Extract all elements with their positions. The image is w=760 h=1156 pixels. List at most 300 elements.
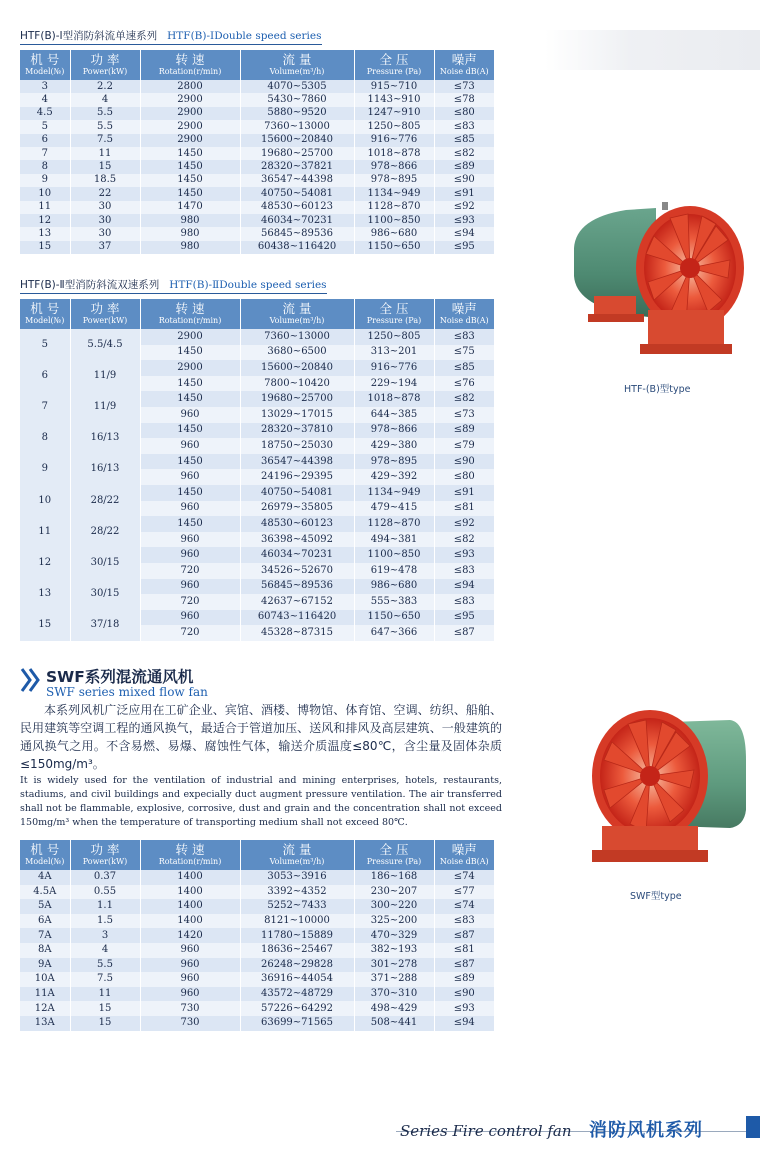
power-cell: 11/9 xyxy=(70,391,140,422)
table-row xyxy=(20,579,494,595)
rotation-cell: 1450 xyxy=(140,187,240,200)
column-header-en: Noise dB(A) xyxy=(439,66,489,76)
noise-cell: ≤87 xyxy=(434,625,494,641)
volume-cell: 3053~3916 xyxy=(240,870,354,885)
table-row xyxy=(20,80,494,93)
pressure-cell: 916~776 xyxy=(354,134,434,147)
volume-cell: 7360~13000 xyxy=(240,120,354,133)
volume-cell: 36916~44054 xyxy=(240,972,354,987)
noise-cell: ≤73 xyxy=(434,80,494,93)
volume-cell: 46034~70231 xyxy=(240,214,354,227)
power-cell: 5.5 xyxy=(70,958,140,973)
table-row xyxy=(20,174,494,187)
model-cell: 13A xyxy=(20,1016,70,1031)
swf-description-en: It is widely used for the ventilation of industrial and mining enterprises, hotels, restaurants, stadiums, and civil buildings and expecially duct augment pressure ventilation. The air transferred shall not be flammable, explosive, corrosive, dust and grain and the concentration shall not exceed 150mg/m³ when the temperature of transporting medium shall not exceed 80℃. xyxy=(20,775,502,828)
table-row xyxy=(20,360,494,376)
pressure-cell: 555~383 xyxy=(354,594,434,610)
column-header xyxy=(354,299,434,329)
model-cell: 3 xyxy=(20,80,70,93)
power-cell: 15 xyxy=(70,160,140,173)
power-cell: 0.55 xyxy=(70,885,140,900)
model-cell: 11 xyxy=(20,201,70,214)
pressure-cell: 370~310 xyxy=(354,987,434,1002)
power-cell: 7.5 xyxy=(70,134,140,147)
volume-cell: 5430~7860 xyxy=(240,93,354,106)
volume-cell: 19680~25700 xyxy=(240,147,354,160)
table-row xyxy=(20,958,494,973)
power-cell: 22 xyxy=(70,187,140,200)
column-header-en: Volume(m³/h) xyxy=(269,856,325,866)
rotation-cell: 1450 xyxy=(140,147,240,160)
column-header-cn: 全 压 xyxy=(379,842,409,858)
model-cell: 8 xyxy=(20,423,70,454)
table-row xyxy=(20,547,494,563)
noise-cell: ≤83 xyxy=(434,914,494,929)
table-row xyxy=(20,943,494,958)
rotation-cell: 1400 xyxy=(140,870,240,885)
swf-fan-image xyxy=(580,700,750,870)
table-row xyxy=(20,227,494,240)
power-cell: 30/15 xyxy=(70,547,140,578)
column-header xyxy=(20,840,70,870)
noise-cell: ≤81 xyxy=(434,943,494,958)
rotation-cell: 1400 xyxy=(140,885,240,900)
pressure-cell: 508~441 xyxy=(354,1016,434,1031)
table-row xyxy=(20,391,494,407)
column-header xyxy=(140,840,240,870)
volume-cell: 24196~29395 xyxy=(240,469,354,485)
column-header-cn: 全 压 xyxy=(379,301,409,317)
pressure-cell: 186~168 xyxy=(354,870,434,885)
rotation-cell: 2900 xyxy=(140,134,240,147)
rotation-cell: 1450 xyxy=(140,423,240,439)
column-header xyxy=(354,840,434,870)
pressure-cell: 978~866 xyxy=(354,160,434,173)
column-header-cn: 噪声 xyxy=(451,301,477,317)
column-header-cn: 噪声 xyxy=(451,52,477,68)
power-cell: 3 xyxy=(70,928,140,943)
volume-cell: 18636~25467 xyxy=(240,943,354,958)
noise-cell: ≤83 xyxy=(434,594,494,610)
power-cell: 16/13 xyxy=(70,454,140,485)
noise-cell: ≤94 xyxy=(434,227,494,240)
table-row xyxy=(20,516,494,532)
table-row xyxy=(20,201,494,214)
noise-cell: ≤77 xyxy=(434,885,494,900)
model-cell: 8A xyxy=(20,943,70,958)
model-cell: 4 xyxy=(20,93,70,106)
table-header-row xyxy=(20,840,494,870)
rotation-cell: 960 xyxy=(140,532,240,548)
column-header-en: Model(№) xyxy=(25,66,65,76)
noise-cell: ≤85 xyxy=(434,134,494,147)
power-cell: 4 xyxy=(70,943,140,958)
volume-cell: 56845~89536 xyxy=(240,579,354,595)
section2-title-en: HTF(B)-ⅡDouble speed series xyxy=(169,279,327,291)
rotation-cell: 1450 xyxy=(140,376,240,392)
table-row xyxy=(20,214,494,227)
pressure-cell: 300~220 xyxy=(354,899,434,914)
column-header-en: Model(№) xyxy=(25,856,65,866)
rotation-cell: 960 xyxy=(140,972,240,987)
chevron-right-icon xyxy=(20,667,42,693)
model-cell: 15 xyxy=(20,241,70,254)
table-header-row xyxy=(20,50,494,80)
rotation-cell: 1450 xyxy=(140,345,240,361)
column-header-cn: 机 号 xyxy=(30,301,60,317)
noise-cell: ≤76 xyxy=(434,376,494,392)
column-header-en: Noise dB(A) xyxy=(439,315,489,325)
rotation-cell: 1450 xyxy=(140,174,240,187)
pressure-cell: 978~895 xyxy=(354,174,434,187)
footer-title-cn: 消防风机系列 xyxy=(589,1120,703,1141)
noise-cell: ≤83 xyxy=(434,120,494,133)
table-row xyxy=(20,107,494,120)
rotation-cell: 2900 xyxy=(140,360,240,376)
rotation-cell: 960 xyxy=(140,407,240,423)
pressure-cell: 1128~870 xyxy=(354,201,434,214)
column-header-cn: 全 压 xyxy=(379,52,409,68)
pressure-cell: 647~366 xyxy=(354,625,434,641)
noise-cell: ≤85 xyxy=(434,360,494,376)
column-header-en: Pressure (Pa) xyxy=(366,66,422,76)
column-header-en: Volume(m³/h) xyxy=(269,315,325,325)
pressure-cell: 494~381 xyxy=(354,532,434,548)
model-cell: 5A xyxy=(20,899,70,914)
table-row xyxy=(20,187,494,200)
volume-cell: 3680~6500 xyxy=(240,345,354,361)
noise-cell: ≤94 xyxy=(434,579,494,595)
model-cell: 9A xyxy=(20,958,70,973)
column-header-en: Pressure (Pa) xyxy=(366,315,422,325)
rotation-cell: 960 xyxy=(140,501,240,517)
table-row xyxy=(20,1016,494,1031)
column-header-cn: 功 率 xyxy=(90,301,120,317)
power-cell: 5.5 xyxy=(70,107,140,120)
model-cell: 13 xyxy=(20,579,70,610)
noise-cell: ≤82 xyxy=(434,391,494,407)
table-row xyxy=(20,972,494,987)
model-cell: 7A xyxy=(20,928,70,943)
column-header xyxy=(240,299,354,329)
volume-cell: 8121~10000 xyxy=(240,914,354,929)
rotation-cell: 720 xyxy=(140,625,240,641)
power-cell: 30 xyxy=(70,214,140,227)
pressure-cell: 229~194 xyxy=(354,376,434,392)
rotation-cell: 1400 xyxy=(140,914,240,929)
table-row xyxy=(20,870,494,885)
model-cell: 7 xyxy=(20,147,70,160)
rotation-cell: 960 xyxy=(140,610,240,626)
volume-cell: 48530~60123 xyxy=(240,516,354,532)
table-row xyxy=(20,241,494,254)
noise-cell: ≤95 xyxy=(434,610,494,626)
pressure-cell: 644~385 xyxy=(354,407,434,423)
pressure-cell: 1247~910 xyxy=(354,107,434,120)
section2-title-cn: HTF(B)-Ⅱ型消防斜流双速系列 xyxy=(20,279,160,291)
noise-cell: ≤87 xyxy=(434,928,494,943)
table-row xyxy=(20,120,494,133)
pressure-cell: 1250~805 xyxy=(354,329,434,345)
pressure-cell: 619~478 xyxy=(354,563,434,579)
rotation-cell: 1420 xyxy=(140,928,240,943)
noise-cell: ≤92 xyxy=(434,516,494,532)
power-cell: 0.37 xyxy=(70,870,140,885)
table-row xyxy=(20,987,494,1002)
column-header xyxy=(20,50,70,80)
table-row xyxy=(20,899,494,914)
pressure-cell: 1150~650 xyxy=(354,610,434,626)
footer-series-text: Series Fire control fan xyxy=(400,1122,572,1140)
column-header-cn: 噪声 xyxy=(451,842,477,858)
noise-cell: ≤91 xyxy=(434,485,494,501)
noise-cell: ≤80 xyxy=(434,469,494,485)
rotation-cell: 1400 xyxy=(140,899,240,914)
volume-cell: 40750~54081 xyxy=(240,485,354,501)
model-cell: 6 xyxy=(20,360,70,391)
column-header xyxy=(70,50,140,80)
power-cell: 28/22 xyxy=(70,516,140,547)
rotation-cell: 960 xyxy=(140,438,240,454)
volume-cell: 60438~116420 xyxy=(240,241,354,254)
model-cell: 4.5A xyxy=(20,885,70,900)
pressure-cell: 325~200 xyxy=(354,914,434,929)
volume-cell: 45328~87315 xyxy=(240,625,354,641)
table-row xyxy=(20,147,494,160)
swf-description-cn: 本系列风机广泛应用在工矿企业、宾馆、酒楼、博物馆、体育馆、空调、纺织、船舶、民用建筑等空调工程的通风换气，最适合于管道加压、送风和排风及高层建筑、一般建筑的通风换气之用。不含易燃、易爆、腐蚀性气体，输送介质温度≤80℃，含尘量及固体杂质≤150mg/m³。 xyxy=(20,703,502,771)
volume-cell: 56845~89536 xyxy=(240,227,354,240)
pressure-cell: 313~201 xyxy=(354,345,434,361)
table-row xyxy=(20,1001,494,1016)
model-cell: 8 xyxy=(20,160,70,173)
volume-cell: 63699~71565 xyxy=(240,1016,354,1031)
rotation-cell: 1450 xyxy=(140,391,240,407)
htf-double-speed-table xyxy=(20,299,494,641)
power-cell: 7.5 xyxy=(70,972,140,987)
table-row xyxy=(20,93,494,106)
column-header xyxy=(434,840,494,870)
rotation-cell: 980 xyxy=(140,241,240,254)
swf-image-caption: SWF型type xyxy=(630,891,682,902)
power-cell: 30/15 xyxy=(70,579,140,610)
volume-cell: 26979~35805 xyxy=(240,501,354,517)
rotation-cell: 730 xyxy=(140,1001,240,1016)
table-row xyxy=(20,610,494,626)
pressure-cell: 1100~850 xyxy=(354,547,434,563)
volume-cell: 36398~45092 xyxy=(240,532,354,548)
volume-cell: 11780~15889 xyxy=(240,928,354,943)
model-cell: 13 xyxy=(20,227,70,240)
rotation-cell: 720 xyxy=(140,563,240,579)
rotation-cell: 960 xyxy=(140,987,240,1002)
power-cell: 18.5 xyxy=(70,174,140,187)
noise-cell: ≤75 xyxy=(434,345,494,361)
power-cell: 11 xyxy=(70,987,140,1002)
volume-cell: 18750~25030 xyxy=(240,438,354,454)
column-header-cn: 转 速 xyxy=(175,842,205,858)
column-header-en: Power(kW) xyxy=(82,315,128,325)
rotation-cell: 2900 xyxy=(140,107,240,120)
column-header-cn: 流 量 xyxy=(282,301,312,317)
column-header-en: Rotation(r/min) xyxy=(158,315,222,325)
pressure-cell: 1128~870 xyxy=(354,516,434,532)
pressure-cell: 470~329 xyxy=(354,928,434,943)
scan-shadow xyxy=(545,30,760,70)
pressure-cell: 1150~650 xyxy=(354,241,434,254)
pressure-cell: 371~288 xyxy=(354,972,434,987)
pressure-cell: 1134~949 xyxy=(354,485,434,501)
rotation-cell: 1450 xyxy=(140,160,240,173)
volume-cell: 7360~13000 xyxy=(240,329,354,345)
volume-cell: 3392~4352 xyxy=(240,885,354,900)
pressure-cell: 382~193 xyxy=(354,943,434,958)
rotation-cell: 2900 xyxy=(140,93,240,106)
volume-cell: 13029~17015 xyxy=(240,407,354,423)
noise-cell: ≤90 xyxy=(434,454,494,470)
pressure-cell: 915~710 xyxy=(354,80,434,93)
section1-title xyxy=(20,28,322,45)
column-header xyxy=(354,50,434,80)
pressure-cell: 1250~805 xyxy=(354,120,434,133)
table-row xyxy=(20,134,494,147)
column-header-en: Volume(m³/h) xyxy=(269,66,325,76)
pressure-cell: 986~680 xyxy=(354,579,434,595)
noise-cell: ≤90 xyxy=(434,174,494,187)
noise-cell: ≤89 xyxy=(434,972,494,987)
rotation-cell: 1470 xyxy=(140,201,240,214)
pressure-cell: 429~392 xyxy=(354,469,434,485)
noise-cell: ≤74 xyxy=(434,870,494,885)
model-cell: 6 xyxy=(20,134,70,147)
volume-cell: 28320~37821 xyxy=(240,160,354,173)
pressure-cell: 1100~850 xyxy=(354,214,434,227)
volume-cell: 48530~60123 xyxy=(240,201,354,214)
model-cell: 9 xyxy=(20,454,70,485)
power-cell: 30 xyxy=(70,201,140,214)
footer-accent-block xyxy=(746,1116,760,1138)
rotation-cell: 980 xyxy=(140,227,240,240)
column-header-cn: 流 量 xyxy=(282,842,312,858)
noise-cell: ≤92 xyxy=(434,201,494,214)
noise-cell: ≤82 xyxy=(434,147,494,160)
noise-cell: ≤93 xyxy=(434,547,494,563)
swf-title-cn: SWF系列混流通风机 xyxy=(46,668,194,686)
noise-cell: ≤83 xyxy=(434,563,494,579)
column-header-cn: 机 号 xyxy=(30,52,60,68)
swf-title-en: SWF series mixed flow fan xyxy=(46,685,208,699)
column-header-cn: 转 速 xyxy=(175,301,205,317)
pressure-cell: 1018~878 xyxy=(354,147,434,160)
model-cell: 4.5 xyxy=(20,107,70,120)
volume-cell: 15600~20840 xyxy=(240,134,354,147)
noise-cell: ≤78 xyxy=(434,93,494,106)
volume-cell: 15600~20840 xyxy=(240,360,354,376)
table-row xyxy=(20,423,494,439)
noise-cell: ≤89 xyxy=(434,160,494,173)
power-cell: 5.5/4.5 xyxy=(70,329,140,360)
volume-cell: 5880~9520 xyxy=(240,107,354,120)
volume-cell: 5252~7433 xyxy=(240,899,354,914)
section1-title-cn: HTF(B)-Ⅰ型消防斜流单速系列 xyxy=(20,30,158,42)
pressure-cell: 301~278 xyxy=(354,958,434,973)
pressure-cell: 1018~878 xyxy=(354,391,434,407)
column-header-cn: 转 速 xyxy=(175,52,205,68)
volume-cell: 19680~25700 xyxy=(240,391,354,407)
rotation-cell: 1450 xyxy=(140,485,240,501)
power-cell: 30 xyxy=(70,227,140,240)
pressure-cell: 429~380 xyxy=(354,438,434,454)
noise-cell: ≤89 xyxy=(434,423,494,439)
noise-cell: ≤81 xyxy=(434,501,494,517)
column-header xyxy=(140,299,240,329)
column-header-cn: 功 率 xyxy=(90,842,120,858)
model-cell: 7 xyxy=(20,391,70,422)
rotation-cell: 960 xyxy=(140,958,240,973)
pressure-cell: 498~429 xyxy=(354,1001,434,1016)
rotation-cell: 720 xyxy=(140,594,240,610)
noise-cell: ≤95 xyxy=(434,241,494,254)
volume-cell: 36547~44398 xyxy=(240,174,354,187)
column-header xyxy=(20,299,70,329)
model-cell: 11 xyxy=(20,516,70,547)
volume-cell: 34526~52670 xyxy=(240,563,354,579)
model-cell: 10 xyxy=(20,485,70,516)
rotation-cell: 2900 xyxy=(140,120,240,133)
noise-cell: ≤87 xyxy=(434,958,494,973)
power-cell: 37 xyxy=(70,241,140,254)
column-header-en: Model(№) xyxy=(25,315,65,325)
model-cell: 10A xyxy=(20,972,70,987)
model-cell: 5 xyxy=(20,329,70,360)
htf-image-caption: HTF-(B)型type xyxy=(624,384,691,395)
noise-cell: ≤91 xyxy=(434,187,494,200)
rotation-cell: 980 xyxy=(140,214,240,227)
power-cell: 15 xyxy=(70,1001,140,1016)
volume-cell: 60743~116420 xyxy=(240,610,354,626)
htf-fan-image xyxy=(566,196,756,368)
rotation-cell: 2800 xyxy=(140,80,240,93)
noise-cell: ≤93 xyxy=(434,1001,494,1016)
volume-cell: 57226~64292 xyxy=(240,1001,354,1016)
volume-cell: 28320~37810 xyxy=(240,423,354,439)
power-cell: 28/22 xyxy=(70,485,140,516)
noise-cell: ≤82 xyxy=(434,532,494,548)
rotation-cell: 960 xyxy=(140,547,240,563)
noise-cell: ≤93 xyxy=(434,214,494,227)
power-cell: 37/18 xyxy=(70,610,140,641)
column-header-en: Rotation(r/min) xyxy=(158,66,222,76)
column-header xyxy=(140,50,240,80)
volume-cell: 26248~29828 xyxy=(240,958,354,973)
rotation-cell: 960 xyxy=(140,943,240,958)
column-header-en: Power(kW) xyxy=(82,66,128,76)
column-header xyxy=(434,50,494,80)
power-cell: 11/9 xyxy=(70,360,140,391)
column-header-en: Pressure (Pa) xyxy=(366,856,422,866)
power-cell: 15 xyxy=(70,1016,140,1031)
power-cell: 5.5 xyxy=(70,120,140,133)
section2-title xyxy=(20,277,327,294)
model-cell: 6A xyxy=(20,914,70,929)
volume-cell: 42637~67152 xyxy=(240,594,354,610)
power-cell: 1.1 xyxy=(70,899,140,914)
column-header-en: Noise dB(A) xyxy=(439,856,489,866)
swf-spec-table xyxy=(20,840,494,1031)
htf-single-speed-table xyxy=(20,50,494,254)
pressure-cell: 1134~949 xyxy=(354,187,434,200)
pressure-cell: 978~895 xyxy=(354,454,434,470)
column-header xyxy=(240,50,354,80)
